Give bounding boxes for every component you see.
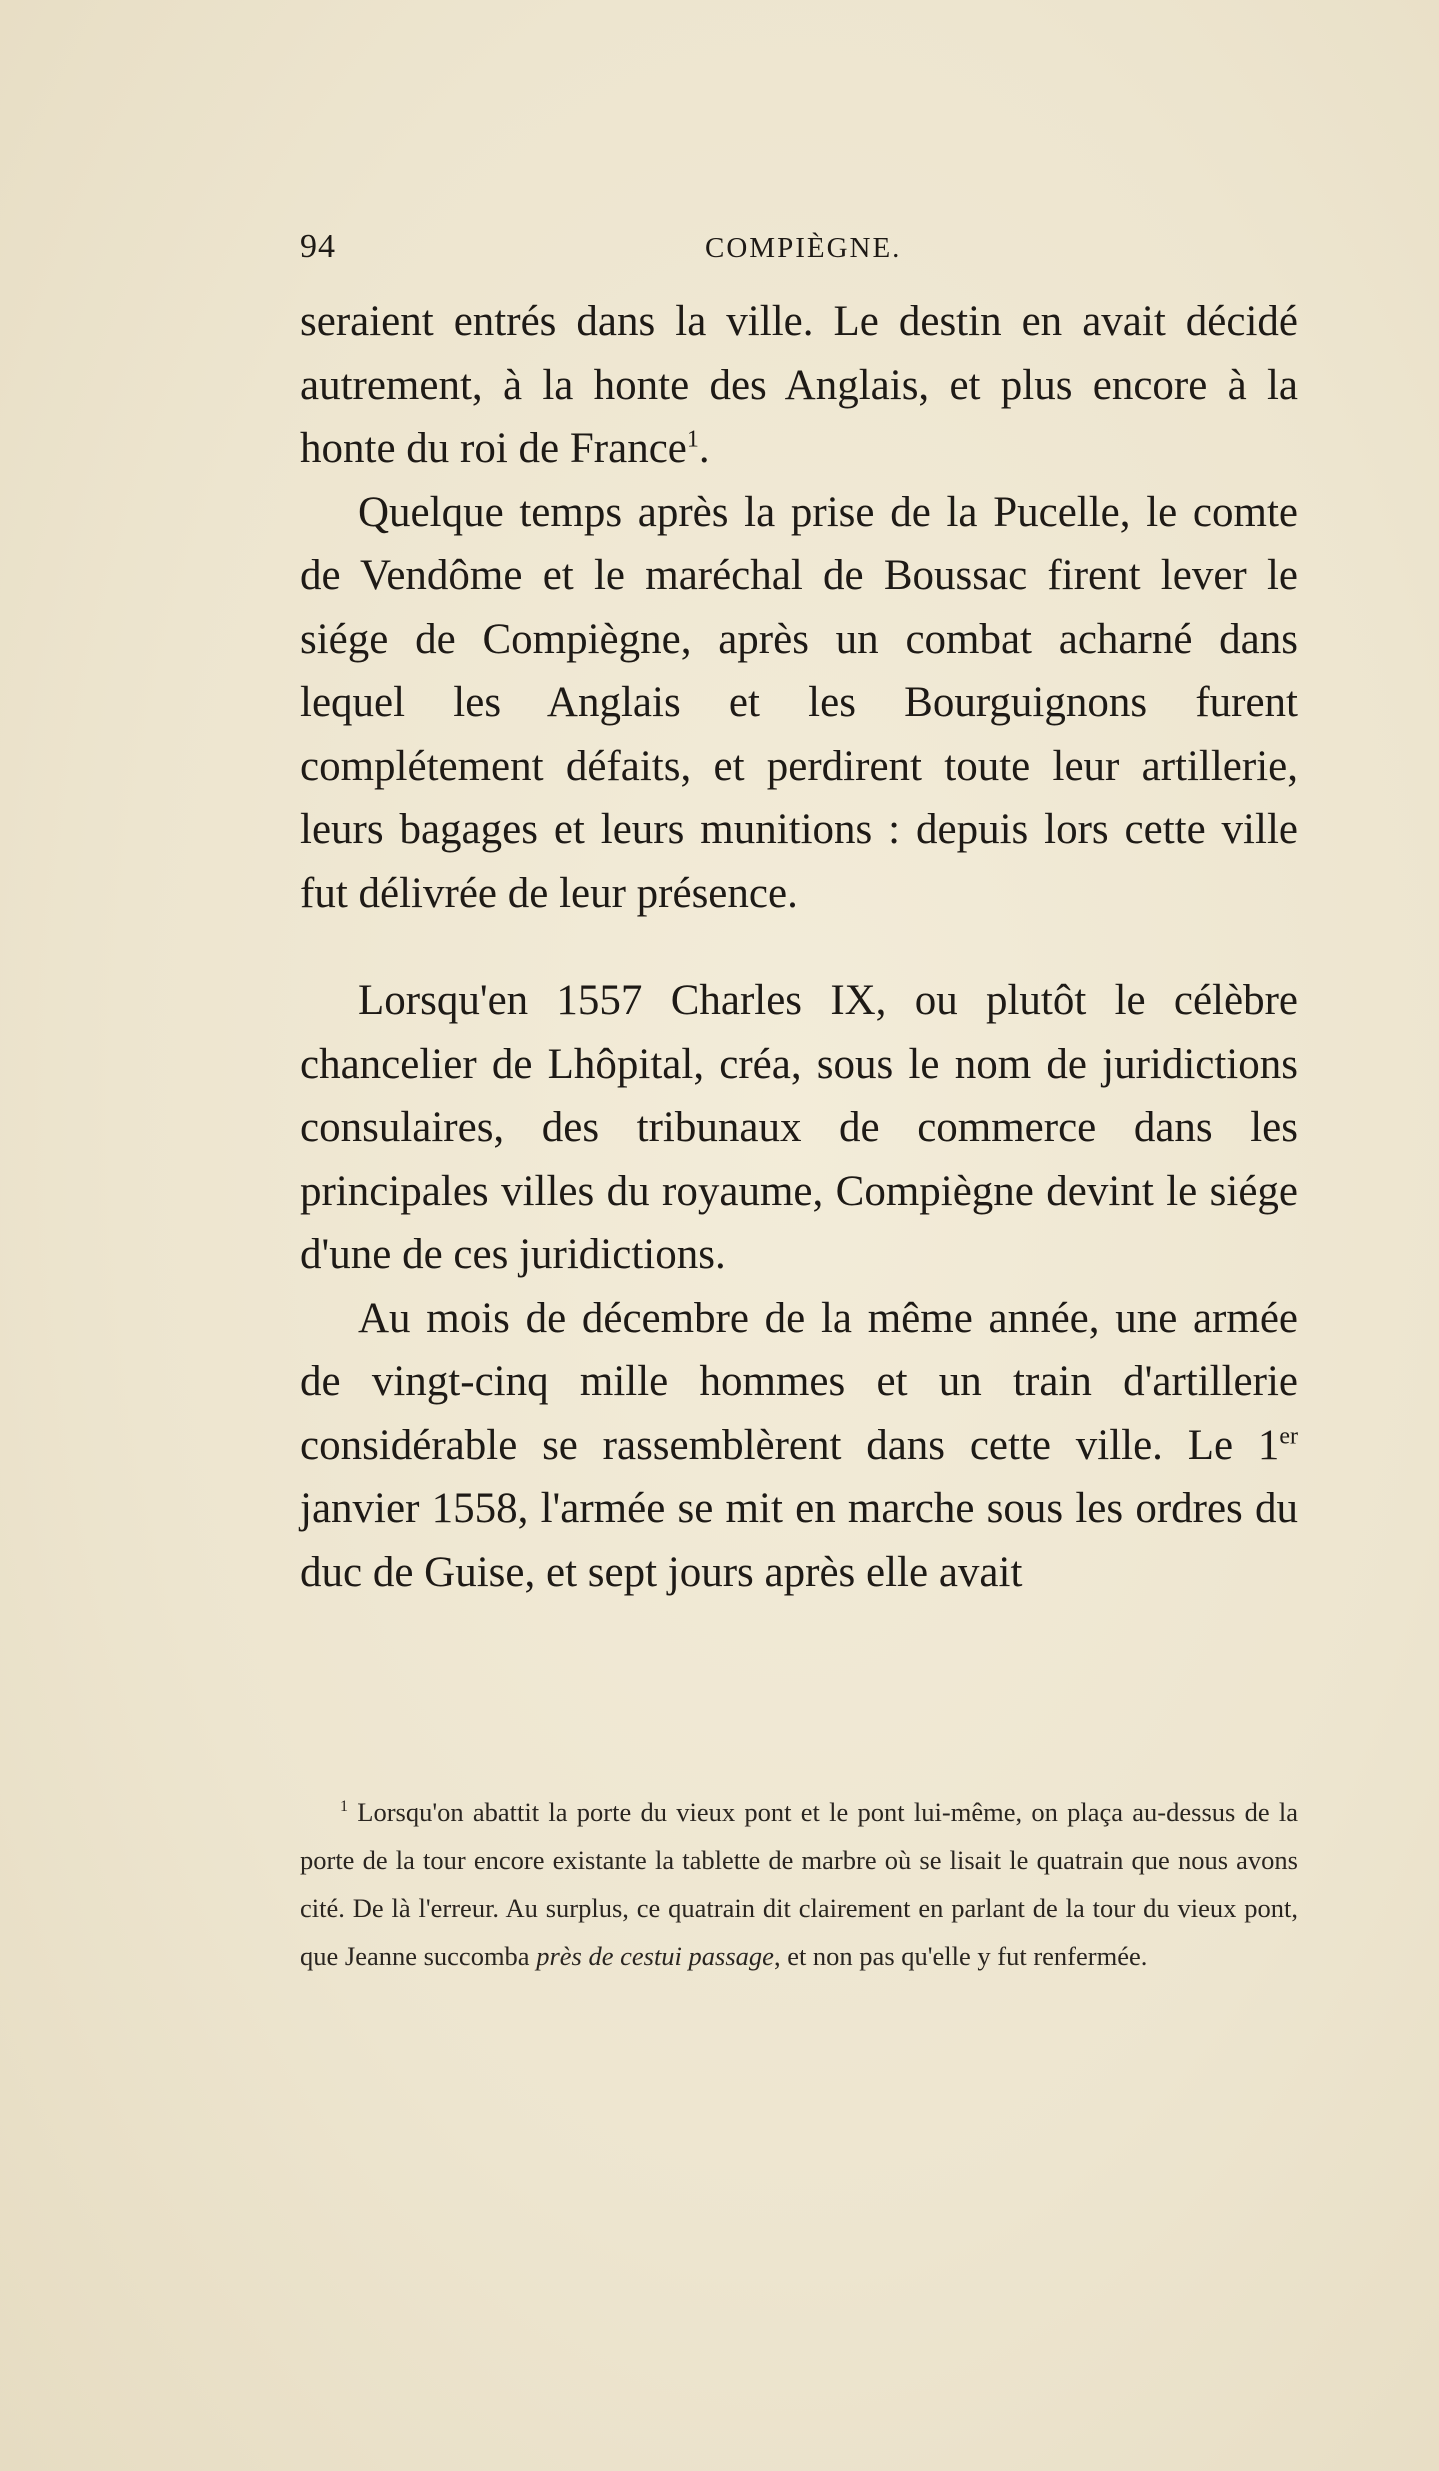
page-number: 94 [300, 228, 336, 265]
paragraph-4 [300, 1287, 1298, 1605]
paragraph-4-rest: janvier 1558, l'armée se mit en marche sous les ordres du duc de Guise, et sept jours après elle avait [300, 1485, 1298, 1596]
footnote-marker: 1 [340, 1798, 348, 1816]
footnotes [300, 1788, 1298, 1980]
footnote-italic: près de cestui passage [536, 1941, 774, 1971]
paragraph-4-text: Au mois de décembre de la même année, une armée de vingt-cinq mille hommes et un train d'artillerie considérable se rassemblèrent dans cette ville. Le 1 [300, 1294, 1298, 1469]
ordinal-superscript: er [1279, 1423, 1298, 1450]
footnote-text-b: , et non pas qu'elle y fut renfermée. [773, 1941, 1148, 1971]
paragraph-1 [300, 290, 1298, 481]
paragraph-2: Quelque temps après la prise de la Pucelle, le comte de Vendôme et le maréchal de Boussac firent lever le siége de Compiègne, après un combat acharné dans lequel les Anglais et les Bourguignons furent complétement défaits, et perdirent toute leur artillerie, leurs bagages et leurs munitions : depuis lors cette ville fut délivrée de leur présence. [300, 488, 1298, 917]
paragraph-1-text: seraient entrés dans la ville. Le destin en avait décidé autrement, à la honte des Anglais, et plus encore à la honte du roi de France [300, 298, 1298, 472]
footnote-1 [300, 1788, 1298, 1980]
paragraph-1-end: . [698, 425, 710, 472]
footnote-text-a: Lorsqu'on abattit la porte du vieux pont et le pont lui-même, on plaça au-dessus de la porte de la tour encore existante la tablette de marbre où se lisait le quatrain que nous avons cité. De là l'erreur. Au surplus, ce quatrain dit clairement en parlant de la tour du vieux pont, que Jeanne succomba [300, 1797, 1298, 1971]
main-text [300, 290, 1298, 1604]
paragraph-3: Lorsqu'en 1557 Charles IX, ou plutôt le célèbre chancelier de Lhôpital, créa, sous le nom de juridictions consulaires, des tribunaux de commerce dans les principales villes du royaume, Compiègne devint le siége d'une de ces juridictions. [300, 977, 1298, 1278]
footnote-ref: 1 [686, 426, 699, 453]
running-head: COMPIÈGNE. [705, 232, 902, 264]
page-header [300, 228, 1300, 278]
